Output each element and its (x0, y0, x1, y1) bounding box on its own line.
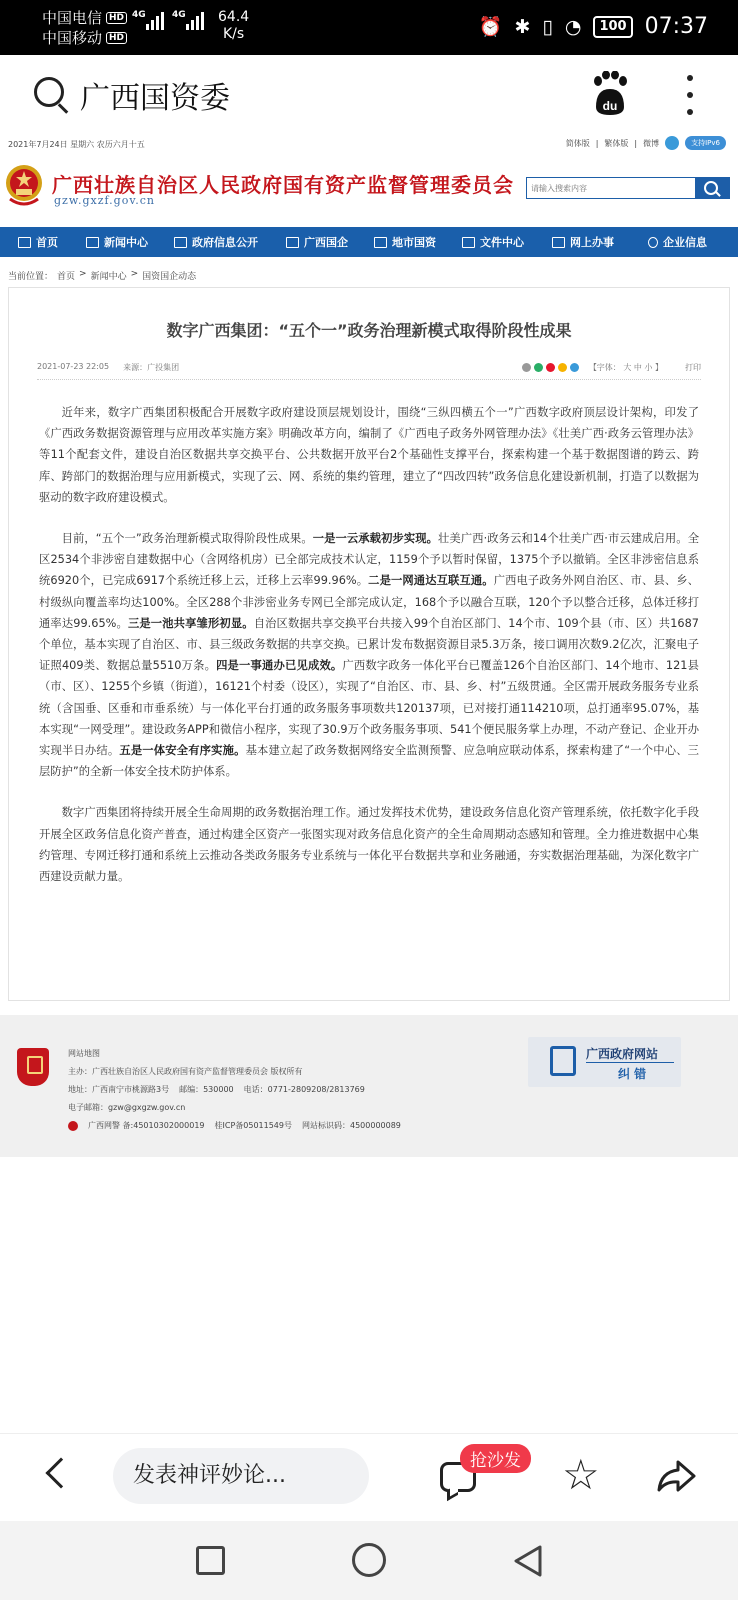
article (8, 287, 730, 1001)
recents-icon[interactable] (196, 1546, 225, 1575)
nav-news[interactable]: 新闻中心 (86, 234, 174, 250)
nav-enterprise-info[interactable]: 企业信息 (648, 234, 728, 250)
network-type: 4G (132, 10, 146, 20)
search-query[interactable]: 广西国资委 (80, 81, 230, 116)
top-links: 简体版 | 繁体版 | 微博 支持IPv6 (566, 136, 726, 150)
baidu-paw-icon[interactable] (590, 71, 630, 117)
site-domain: gzw.gxzf.gov.cn (54, 194, 155, 207)
browser-search-bar[interactable] (0, 55, 738, 133)
paragraph-1: 近年来，数字广西集团积极配合开展数字政府建设顶层规划设计，围绕“三纵四横五个一”广西数字政府顶层设计架构，印发了《广西政务数据资源管理与应用改革实施方案》明确改革方向，编制了《广西电子政务外网管理办法》《壮美广西·政务云管理办法》等11个配套文件，建设自治区数据共享交换平台、公共数据开放平台2个基础性支撑平台，探索构建一个基于数据图谱的跨云、跨库、跨部门的数据治理与应用新模式，实现了云、网、系统的集约管理，建立了“四改四转”政务信息化建设新机制，打造了以数据为驱动的数字政府建设模式。 (39, 406, 699, 504)
footer-site-id: 网站标识码：4500000089 (302, 1121, 401, 1130)
nav-online-service[interactable]: 网上办事 (552, 234, 648, 250)
article-title: 数字广西集团：“五个一”政务治理新模式取得阶段性成果 (166, 321, 572, 340)
national-emblem-icon (4, 163, 44, 207)
signal-bars-icon (172, 12, 204, 30)
breadcrumb-news[interactable]: 新闻中心 (90, 272, 127, 282)
site-footer (0, 1015, 738, 1157)
status-bar (0, 0, 738, 55)
breadcrumb-soe-news[interactable]: 国资国企动态 (142, 272, 197, 282)
signal-bars-icon (132, 12, 164, 30)
site-header (0, 155, 738, 221)
home-icon (18, 237, 31, 248)
footer-icp[interactable]: 桂ICP备05011549号 (214, 1121, 292, 1130)
network-type: 4G (172, 10, 186, 20)
site-title: 广西壮族自治区人民政府国有资产监督管理委员会 (52, 173, 514, 197)
browser-toolbar (0, 1433, 738, 1521)
network-speed (218, 9, 249, 43)
font-size-small[interactable]: 小 (644, 363, 653, 372)
article-body (39, 402, 699, 907)
sitemap-link[interactable]: 网站地图 (68, 1049, 100, 1058)
speed-value: 64.4 (218, 9, 250, 25)
image-icon (462, 237, 475, 248)
carrier-1: 中国电信 (42, 9, 103, 27)
nav-city-assets[interactable]: 地市国资 (374, 234, 462, 250)
article-meta (37, 362, 701, 380)
nav-gx-soe[interactable]: 广西国企 (286, 234, 374, 250)
more-options-icon[interactable] (686, 75, 694, 115)
footer-postcode: 邮编：530000 (179, 1085, 234, 1094)
carrier-2: 中国移动 (42, 29, 103, 47)
back-triangle-icon[interactable] (510, 1543, 546, 1579)
nav-home[interactable]: 首页 (18, 234, 86, 250)
favorite-star-icon[interactable]: ☆ (562, 1450, 600, 1499)
site-search-input[interactable] (527, 178, 695, 198)
breadcrumb-home[interactable]: 首页 (57, 272, 76, 282)
magnifier-doc-icon (550, 1046, 576, 1076)
status-right (479, 14, 708, 39)
gov-site-correction-button[interactable] (528, 1037, 681, 1087)
signal-icons (132, 12, 204, 30)
correction-title: 广西政府网站 (586, 1047, 659, 1061)
footer-info (68, 1045, 401, 1135)
printer-icon (174, 237, 187, 248)
ipv6-badge: 支持IPv6 (685, 136, 726, 150)
site-search (526, 177, 730, 199)
paragraph-2: 目前，“五个一”政务治理新模式取得阶段性成果。一是一云承载初步实现。壮美广西·政务云和14个壮美广西·市云建成启用。全区2534个非涉密自建数据中心（含网络机房）已全部完成技术认定，1159个予以暂时保留，1375个予以撤销。全区非涉密信息系统6920个，已完成6917个系统迁移上云，迁移上云率99.96%。二是一网通达互联互通。广西电子政务外网自治区、市、县、乡、村级纵向覆盖率均达100%。全区288个非涉密业务专网已全部完成认定，168个予以融合互联，120个予以整合迁移，总体迁移打通率达99.65%。三是一池共享雏形初显。自治区数据共享交换平台共接入99个自治区部门、14个市、109个县（市、区）共1687个单位，基本实现了自治区、市、县三级政务数据的共享交换。已累计发布数据资源目录5.3万条，接口调用次数9.2亿次，汇聚电子证照409类、数据总量5510万条。四是一事通办已见成效。广西数字政务一体化平台已覆盖126个自治区部门、14个地市、121县（市、区）、1255个乡镇（街道），16121个村委（设区），实现了“自治区、市、县、乡、村”五级贯通。全区需开展政务服务专业系统（含国垂、区垂和市垂系统）与一体化平台打通的政务服务事项数共120137项，已对接打通114210项，总打通率95.07%，基本实现“一网受理”。建设政务APP和微信小程序，实现了30.9万个政务服务事项、541个便民服务掌上办理，不动产登记、企业开办实现半日办结。五是一体安全有序实施。基本建立起了政务数据网络安全监测预警、应急响应联动体系，探索构建了“一个中心、三层防护”的全新一体安全技术防护体系。 (39, 532, 699, 779)
alarm-icon: ⏰ (478, 16, 503, 38)
share-icon[interactable] (656, 1458, 696, 1494)
nav-gov-info[interactable]: 政府信息公开 (174, 234, 286, 250)
user-icon (648, 237, 658, 248)
font-size-control: 【字体： 大 中 小 】 (588, 363, 663, 372)
eye-icon (286, 237, 299, 248)
android-nav-bar (0, 1521, 738, 1600)
bluetooth-icon: ✱ (514, 15, 531, 38)
chart-icon (86, 237, 99, 248)
breadcrumb-label: 当前位置： (8, 272, 54, 282)
battery-icon: 100 (593, 16, 632, 38)
date-line: 2021年7月24日 星期六 农历六月十五 (8, 140, 145, 149)
speedometer-icon: ◔ (564, 15, 582, 38)
article-source: 来源：广投集团 (123, 363, 180, 372)
paragraph-3: 数字广西集团将持续开展全生命周期的政务数据治理工作。通过发挥技术优势，建设政务信息化资产管理系统，依托数字化手段开展全区政务信息化资产普查，通过构建全区资产一张图实现对政务信息化资产的全生命周期动态感知和管理。全力推进数据中心集约管理、专网迁移打通和系统上云推动各类政务服务专业系统与一体化平台数据共享和业务融通，夯实数据治理基础，为深化数字广西建设贡献力量。 (39, 806, 699, 884)
chart-icon (374, 237, 387, 248)
article-date: 2021-07-23 22:05 (37, 362, 110, 371)
site-top-strip (0, 133, 738, 155)
link-weibo[interactable]: 微博 (643, 138, 660, 148)
police-badge-icon (68, 1121, 78, 1131)
vibrate-icon: ▯ (542, 15, 553, 38)
main-nav (0, 227, 738, 257)
footer-phone: 电话：0771-2809208/2813769 (243, 1085, 365, 1094)
correction-sub: 纠 错 (618, 1067, 647, 1081)
wechat-icon[interactable] (665, 136, 679, 150)
footer-gongan[interactable]: 广西网警 备:45010302000019 (88, 1121, 205, 1130)
link-simplified[interactable]: 简体版 (565, 138, 590, 148)
carrier-info (42, 8, 127, 48)
share-icons[interactable] (522, 363, 579, 372)
print-link[interactable]: 打印 (685, 363, 701, 372)
monitor-icon (552, 237, 565, 248)
clock: 07:37 (644, 14, 708, 39)
home-circle-icon[interactable] (352, 1543, 386, 1577)
site-search-button[interactable] (695, 178, 729, 198)
footer-logo-icon (17, 1048, 49, 1086)
back-icon[interactable] (45, 1457, 76, 1488)
comment-input[interactable]: 发表神评妙论... (113, 1448, 369, 1504)
link-traditional[interactable]: 繁体版 (604, 138, 629, 148)
font-size-medium[interactable]: 中 (633, 363, 642, 372)
nav-documents[interactable]: 文件中心 (462, 234, 552, 250)
breadcrumb: 当前位置： 首页 > 新闻中心 > 国资国企动态 (8, 269, 197, 282)
footer-email: 电子邮箱：gzw@gxgzw.gov.cn (68, 1103, 186, 1112)
sofa-badge[interactable]: 抢沙发 (460, 1444, 531, 1473)
footer-address: 地址：广西南宁市桃源路3号 (68, 1085, 170, 1094)
footer-host: 主办：广西壮族自治区人民政府国有资产监督管理委员会 版权所有 (68, 1067, 303, 1076)
hd-icon: HD (106, 12, 127, 24)
speed-unit: K/s (222, 26, 245, 42)
svg-text:du: du (602, 99, 618, 113)
search-icon[interactable] (34, 77, 64, 107)
hd-icon: HD (106, 32, 127, 44)
font-size-large[interactable]: 大 (623, 363, 632, 372)
